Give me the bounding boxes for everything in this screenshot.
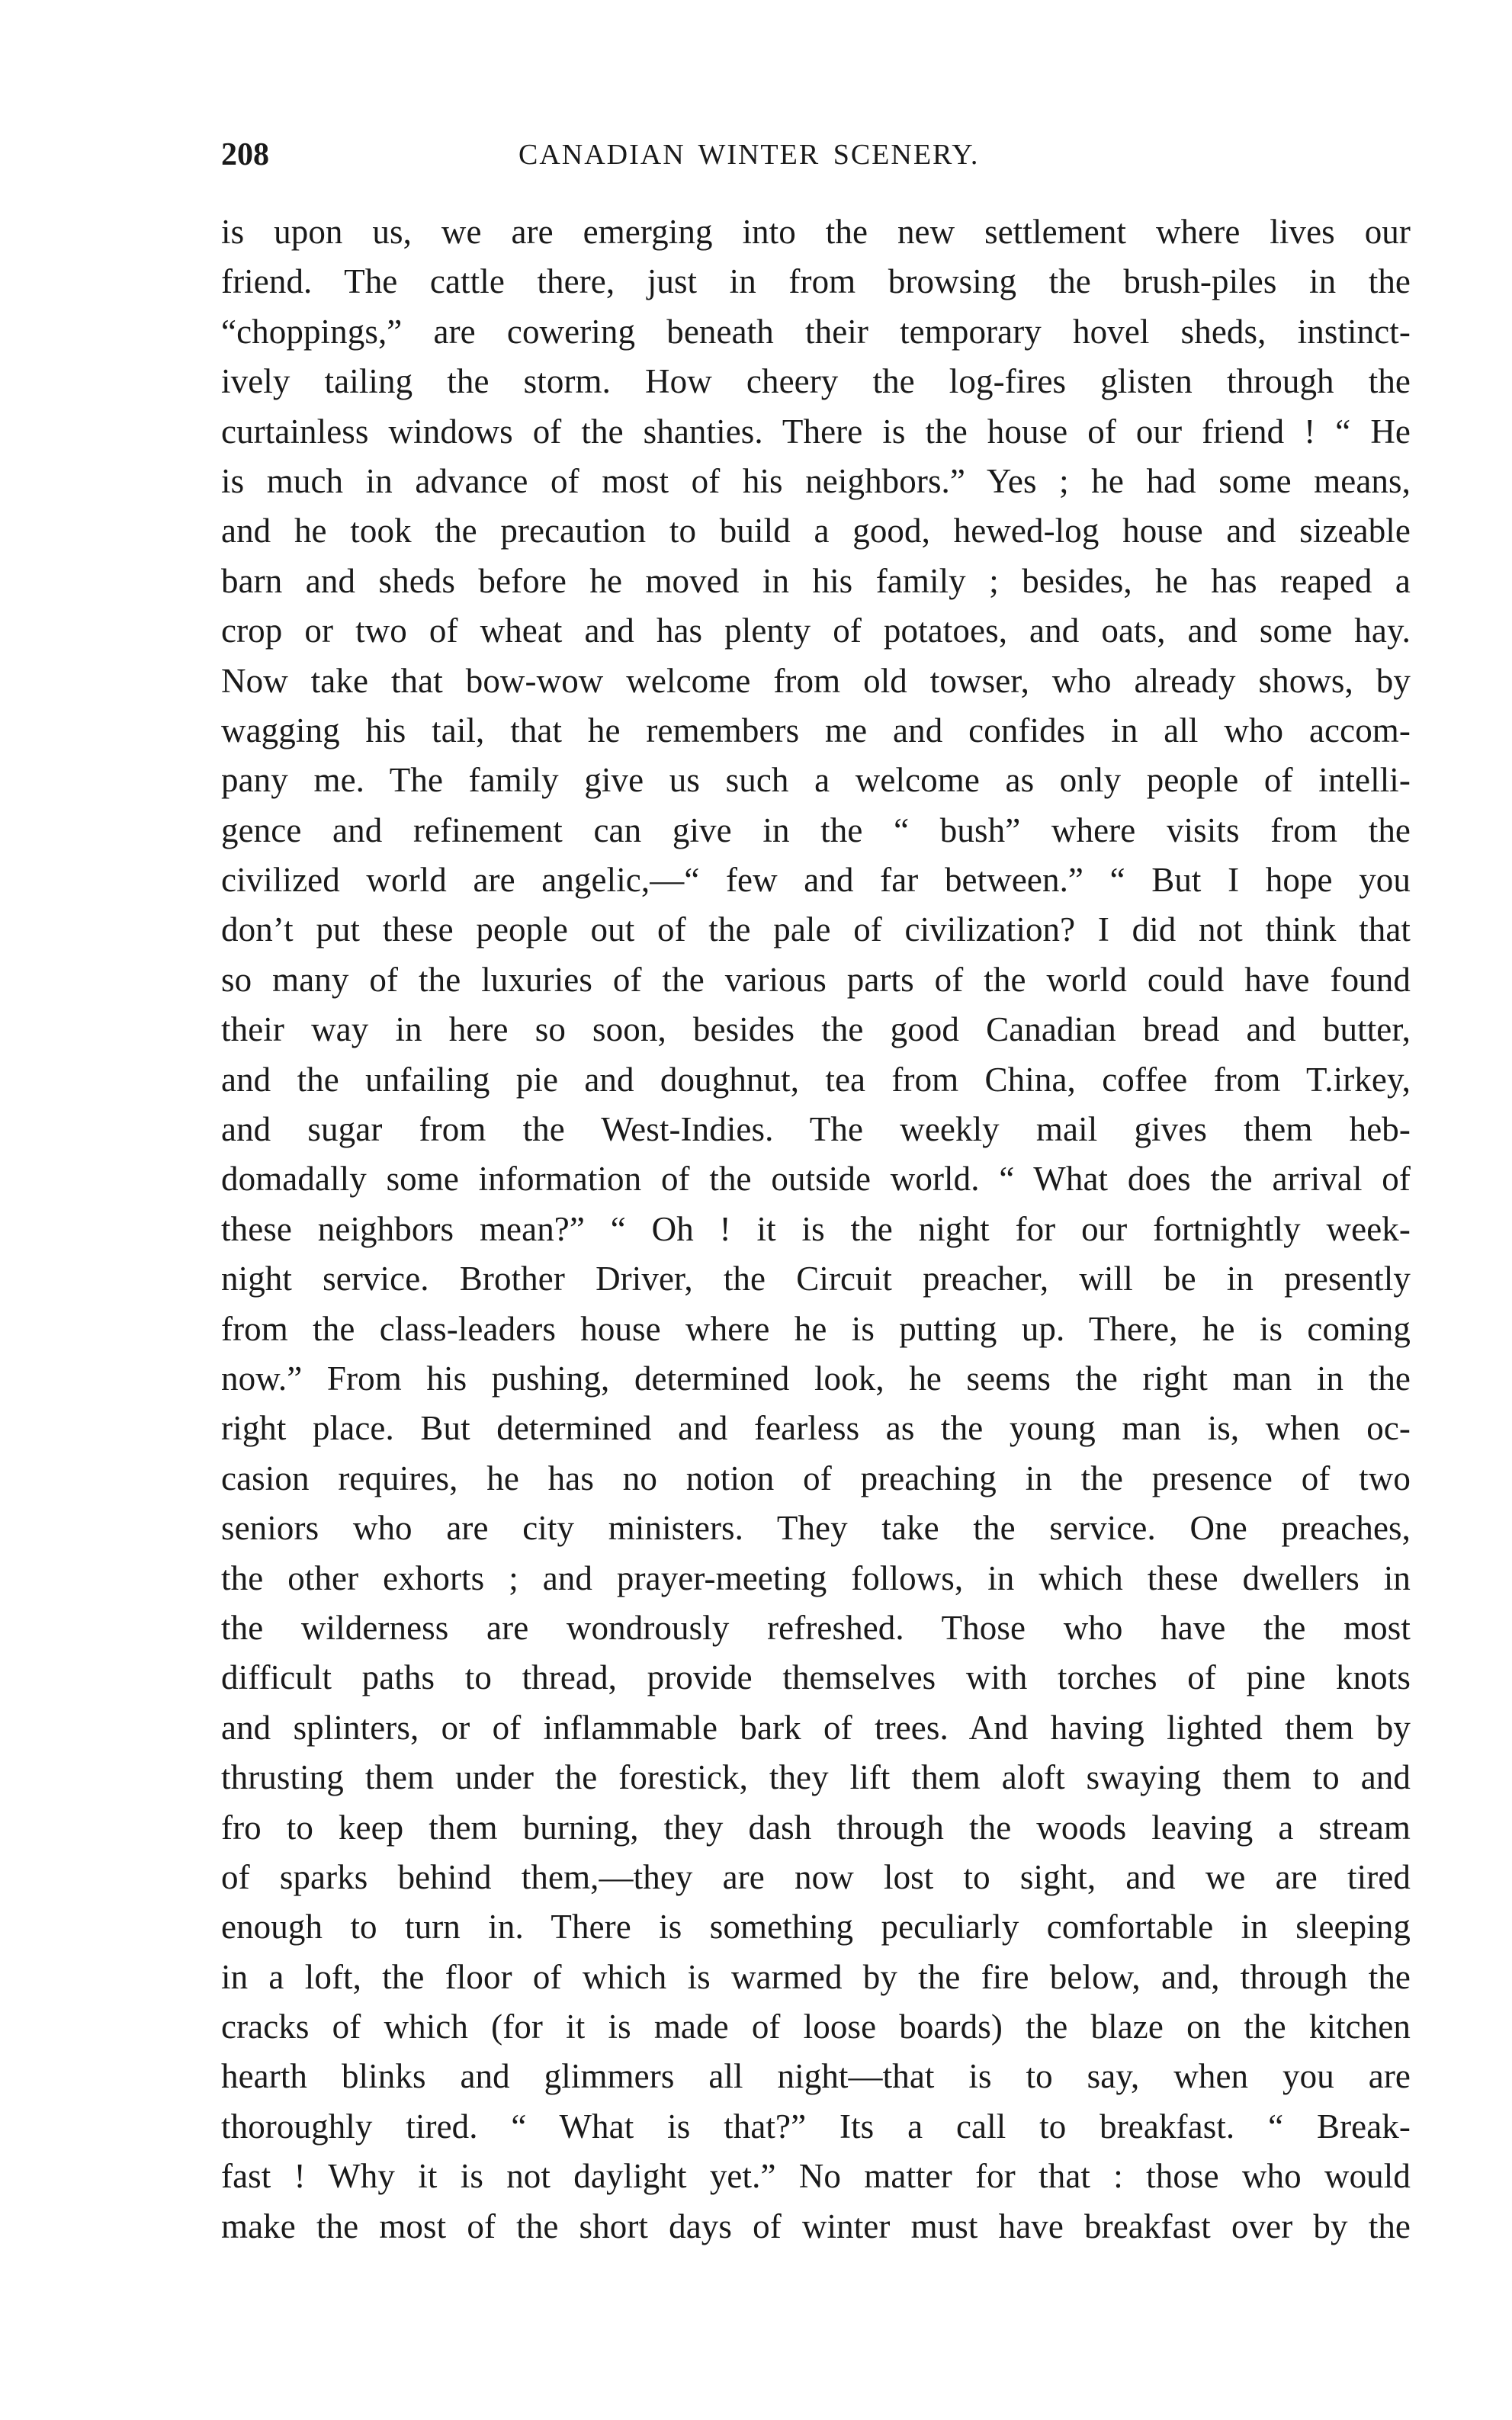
text-line: don’t put these people out of the pale of civilization? I did not think that (221, 910, 1411, 949)
text-line: the wilderness are wondrously refreshed. Those who have the most (221, 1608, 1411, 1647)
body-text (221, 207, 1411, 2251)
running-title: CANADIAN WINTER SCENERY. (518, 139, 980, 171)
text-line: Now take that bow-wow welcome from old towser, who already shows, by (221, 661, 1411, 700)
text-line: the other exhorts ; and prayer-meeting follows, in which these dwellers in (221, 1558, 1411, 1597)
text-line: thrusting them under the forestick, they lift them aloft swaying them to and (221, 1758, 1411, 1797)
text-line: is much in advance of most of his neighbors.” Yes ; he had some means, (221, 461, 1411, 500)
text-line: and the unfailing pie and doughnut, tea from China, coffee from T.irkey, (221, 1060, 1411, 1099)
text-line: hearth blinks and glimmers all night—that is to say, when you are (221, 2057, 1411, 2096)
text-line: thoroughly tired. “ What is that?” Its a call to breakfast. “ Break- (221, 2107, 1411, 2146)
text-line: difficult paths to thread, provide themselves with torches of pine knots (221, 1658, 1411, 1697)
text-line: curtainless windows of the shanties. There is the house of our friend ! “ He (221, 412, 1411, 451)
text-line: is upon us, we are emerging into the new settlement where lives our (221, 213, 1411, 251)
text-line: cracks of which (for it is made of loose boards) the blaze on the kitchen (221, 2008, 1411, 2046)
text-line: seniors who are city ministers. They take the service. One preaches, (221, 1509, 1411, 1548)
text-line: night service. Brother Driver, the Circuit preacher, will be in presently (221, 1260, 1411, 1298)
text-line: gence and refinement can give in the “ bush” where visits from the (221, 810, 1411, 849)
text-line: enough to turn in. There is something peculiarly comfortable in sleeping (221, 1908, 1411, 1947)
text-line: barn and sheds before he moved in his family ; besides, he has reaped a (221, 561, 1411, 600)
text-line: and splinters, or of inflammable bark of trees. And having lighted them by (221, 1708, 1411, 1747)
text-line: fro to keep them burning, they dash through the woods leaving a stream (221, 1808, 1411, 1847)
page-number: 208 (221, 137, 269, 172)
text-line: domadally some information of the outside world. “ What does the arrival of (221, 1160, 1411, 1199)
text-line: now.” From his pushing, determined look, he seems the right man in the (221, 1359, 1411, 1398)
text-line: make the most of the short days of winter must have breakfast over by the (221, 2207, 1411, 2245)
text-line: and sugar from the West-Indies. The weekly mail gives them heb- (221, 1110, 1411, 1149)
text-line: of sparks behind them,—they are now lost to sight, and we are tired (221, 1857, 1411, 1896)
text-line: their way in here so soon, besides the good Canadian bread and butter, (221, 1010, 1411, 1049)
text-line: “choppings,” are cowering beneath their temporary hovel sheds, instinct- (221, 312, 1411, 351)
text-line: pany me. The family give us such a welcome as only people of intelli- (221, 761, 1411, 800)
text-line: friend. The cattle there, just in from browsing the brush-piles in the (221, 262, 1411, 301)
text-line: ively tailing the storm. How cheery the log-fires glisten through the (221, 362, 1411, 401)
text-line: right place. But determined and fearless as the young man is, when oc- (221, 1409, 1411, 1448)
text-line: these neighbors mean?” “ Oh ! it is the night for our fortnightly week- (221, 1209, 1411, 1248)
text-line: so many of the luxuries of the various parts of the world could have found (221, 960, 1411, 999)
text-line: casion requires, he has no notion of preaching in the presence of two (221, 1459, 1411, 1497)
text-line: civilized world are angelic,—“ few and far between.” “ But I hope you (221, 861, 1411, 900)
text-line: fast ! Why it is not daylight yet.” No matter for that : those who would (221, 2157, 1411, 2196)
running-head (221, 128, 1411, 181)
text-line: from the class-leaders house where he is putting up. There, he is coming (221, 1309, 1411, 1348)
text-line: in a loft, the floor of which is warmed by the fire below, and, through the (221, 1957, 1411, 1996)
text-line: and he took the precaution to build a good, hewed-log house and sizeable (221, 512, 1411, 550)
text-line: wagging his tail, that he remembers me and confides in all who accom- (221, 711, 1411, 749)
text-line: crop or two of wheat and has plenty of potatoes, and oats, and some hay. (221, 611, 1411, 650)
